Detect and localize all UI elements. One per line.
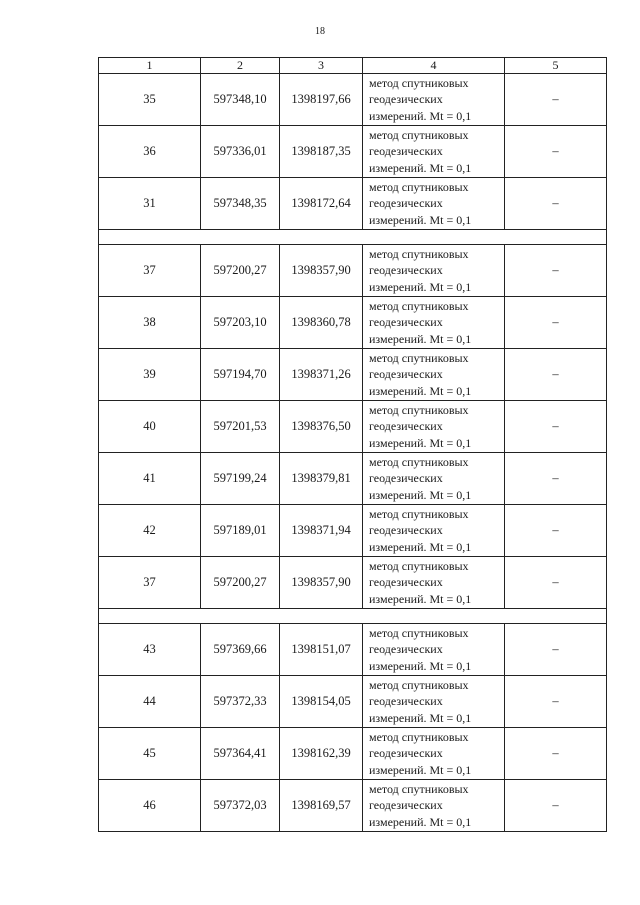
method-line: измерений. Mt = 0,1 bbox=[369, 108, 472, 123]
method-line: метод спутниковых bbox=[369, 246, 469, 261]
separator-cell bbox=[99, 609, 607, 624]
x-coordinate-cell: 597348,10 bbox=[201, 74, 280, 126]
method-cell bbox=[363, 453, 505, 505]
method-line: измерений. Mt = 0,1 bbox=[369, 279, 472, 294]
note-cell: – bbox=[505, 780, 607, 832]
table-row bbox=[99, 557, 607, 609]
method-cell bbox=[363, 780, 505, 832]
note-cell: – bbox=[505, 676, 607, 728]
point-number-cell: 36 bbox=[99, 126, 201, 178]
method-line: геодезических bbox=[369, 367, 443, 382]
method-line: метод спутниковых bbox=[369, 506, 469, 521]
y-coordinate-cell: 1398162,39 bbox=[280, 728, 363, 780]
note-cell: – bbox=[505, 453, 607, 505]
note-cell: – bbox=[505, 74, 607, 126]
method-line: геодезических bbox=[369, 523, 443, 538]
method-line: метод спутниковых bbox=[369, 75, 469, 90]
method-cell bbox=[363, 505, 505, 557]
x-coordinate-cell: 597348,35 bbox=[201, 178, 280, 230]
header-col-4: 4 bbox=[363, 58, 505, 74]
x-coordinate-cell: 597200,27 bbox=[201, 557, 280, 609]
method-cell bbox=[363, 624, 505, 676]
method-line: метод спутниковых bbox=[369, 558, 469, 573]
x-coordinate-cell: 597369,66 bbox=[201, 624, 280, 676]
method-cell bbox=[363, 676, 505, 728]
method-line: геодезических bbox=[369, 315, 443, 330]
point-number-cell: 41 bbox=[99, 453, 201, 505]
method-line: геодезических bbox=[369, 196, 443, 211]
method-line: метод спутниковых bbox=[369, 298, 469, 313]
method-line: геодезических bbox=[369, 419, 443, 434]
y-coordinate-cell: 1398357,90 bbox=[280, 557, 363, 609]
method-cell bbox=[363, 728, 505, 780]
page-number: 18 bbox=[315, 26, 325, 37]
method-cell bbox=[363, 401, 505, 453]
method-cell bbox=[363, 349, 505, 401]
method-line: метод спутниковых bbox=[369, 454, 469, 469]
table-row bbox=[99, 780, 607, 832]
method-line: геодезических bbox=[369, 642, 443, 657]
table-row bbox=[99, 401, 607, 453]
point-number-cell: 31 bbox=[99, 178, 201, 230]
table-row bbox=[99, 245, 607, 297]
y-coordinate-cell: 1398371,94 bbox=[280, 505, 363, 557]
y-coordinate-cell: 1398154,05 bbox=[280, 676, 363, 728]
y-coordinate-cell: 1398357,90 bbox=[280, 245, 363, 297]
method-line: метод спутниковых bbox=[369, 179, 469, 194]
group-separator-row bbox=[99, 609, 607, 624]
point-number-cell: 37 bbox=[99, 557, 201, 609]
method-line: измерений. Mt = 0,1 bbox=[369, 435, 472, 450]
note-cell: – bbox=[505, 297, 607, 349]
method-line: геодезических bbox=[369, 471, 443, 486]
y-coordinate-cell: 1398151,07 bbox=[280, 624, 363, 676]
method-cell bbox=[363, 557, 505, 609]
method-line: геодезических bbox=[369, 694, 443, 709]
point-number-cell: 42 bbox=[99, 505, 201, 557]
point-number-cell: 44 bbox=[99, 676, 201, 728]
note-cell: – bbox=[505, 126, 607, 178]
method-line: измерений. Mt = 0,1 bbox=[369, 591, 472, 606]
point-number-cell: 45 bbox=[99, 728, 201, 780]
method-line: измерений. Mt = 0,1 bbox=[369, 383, 472, 398]
header-col-1: 1 bbox=[99, 58, 201, 74]
note-cell: – bbox=[505, 245, 607, 297]
table-row bbox=[99, 676, 607, 728]
point-number-cell: 35 bbox=[99, 74, 201, 126]
method-line: измерений. Mt = 0,1 bbox=[369, 160, 472, 175]
note-cell: – bbox=[505, 178, 607, 230]
y-coordinate-cell: 1398376,50 bbox=[280, 401, 363, 453]
table-row bbox=[99, 297, 607, 349]
method-line: измерений. Mt = 0,1 bbox=[369, 710, 472, 725]
method-line: измерений. Mt = 0,1 bbox=[369, 814, 472, 829]
x-coordinate-cell: 597194,70 bbox=[201, 349, 280, 401]
note-cell: – bbox=[505, 728, 607, 780]
method-cell bbox=[363, 126, 505, 178]
method-line: метод спутниковых bbox=[369, 781, 469, 796]
method-line: измерений. Mt = 0,1 bbox=[369, 762, 472, 777]
note-cell: – bbox=[505, 624, 607, 676]
x-coordinate-cell: 597203,10 bbox=[201, 297, 280, 349]
method-line: измерений. Mt = 0,1 bbox=[369, 658, 472, 673]
note-cell: – bbox=[505, 557, 607, 609]
method-line: геодезических bbox=[369, 575, 443, 590]
y-coordinate-cell: 1398371,26 bbox=[280, 349, 363, 401]
method-line: метод спутниковых bbox=[369, 729, 469, 744]
method-line: геодезических bbox=[369, 92, 443, 107]
table-row bbox=[99, 178, 607, 230]
x-coordinate-cell: 597372,03 bbox=[201, 780, 280, 832]
note-cell: – bbox=[505, 505, 607, 557]
coordinates-table-body bbox=[99, 58, 607, 832]
table-row bbox=[99, 624, 607, 676]
point-number-cell: 38 bbox=[99, 297, 201, 349]
table-row bbox=[99, 126, 607, 178]
y-coordinate-cell: 1398360,78 bbox=[280, 297, 363, 349]
method-line: измерений. Mt = 0,1 bbox=[369, 212, 472, 227]
method-line: геодезических bbox=[369, 144, 443, 159]
x-coordinate-cell: 597372,33 bbox=[201, 676, 280, 728]
method-cell bbox=[363, 178, 505, 230]
table-row bbox=[99, 505, 607, 557]
header-col-5: 5 bbox=[505, 58, 607, 74]
y-coordinate-cell: 1398172,64 bbox=[280, 178, 363, 230]
method-cell bbox=[363, 297, 505, 349]
point-number-cell: 46 bbox=[99, 780, 201, 832]
table-row bbox=[99, 728, 607, 780]
method-line: метод спутниковых bbox=[369, 350, 469, 365]
coordinates-table bbox=[98, 57, 607, 832]
table-row bbox=[99, 453, 607, 505]
x-coordinate-cell: 597364,41 bbox=[201, 728, 280, 780]
method-cell bbox=[363, 245, 505, 297]
table-row bbox=[99, 349, 607, 401]
note-cell: – bbox=[505, 349, 607, 401]
separator-cell bbox=[99, 230, 607, 245]
point-number-cell: 43 bbox=[99, 624, 201, 676]
point-number-cell: 37 bbox=[99, 245, 201, 297]
method-line: метод спутниковых bbox=[369, 402, 469, 417]
x-coordinate-cell: 597199,24 bbox=[201, 453, 280, 505]
header-col-3: 3 bbox=[280, 58, 363, 74]
method-line: геодезических bbox=[369, 263, 443, 278]
method-line: геодезических bbox=[369, 746, 443, 761]
method-line: геодезических bbox=[369, 798, 443, 813]
method-line: метод спутниковых bbox=[369, 625, 469, 640]
y-coordinate-cell: 1398379,81 bbox=[280, 453, 363, 505]
y-coordinate-cell: 1398197,66 bbox=[280, 74, 363, 126]
x-coordinate-cell: 597189,01 bbox=[201, 505, 280, 557]
header-row bbox=[99, 58, 607, 74]
method-line: измерений. Mt = 0,1 bbox=[369, 539, 472, 554]
method-line: измерений. Mt = 0,1 bbox=[369, 331, 472, 346]
y-coordinate-cell: 1398169,57 bbox=[280, 780, 363, 832]
y-coordinate-cell: 1398187,35 bbox=[280, 126, 363, 178]
table-row bbox=[99, 74, 607, 126]
x-coordinate-cell: 597336,01 bbox=[201, 126, 280, 178]
x-coordinate-cell: 597201,53 bbox=[201, 401, 280, 453]
method-line: метод спутниковых bbox=[369, 127, 469, 142]
x-coordinate-cell: 597200,27 bbox=[201, 245, 280, 297]
method-line: метод спутниковых bbox=[369, 677, 469, 692]
method-cell bbox=[363, 74, 505, 126]
point-number-cell: 39 bbox=[99, 349, 201, 401]
header-col-2: 2 bbox=[201, 58, 280, 74]
point-number-cell: 40 bbox=[99, 401, 201, 453]
group-separator-row bbox=[99, 230, 607, 245]
method-line: измерений. Mt = 0,1 bbox=[369, 487, 472, 502]
note-cell: – bbox=[505, 401, 607, 453]
